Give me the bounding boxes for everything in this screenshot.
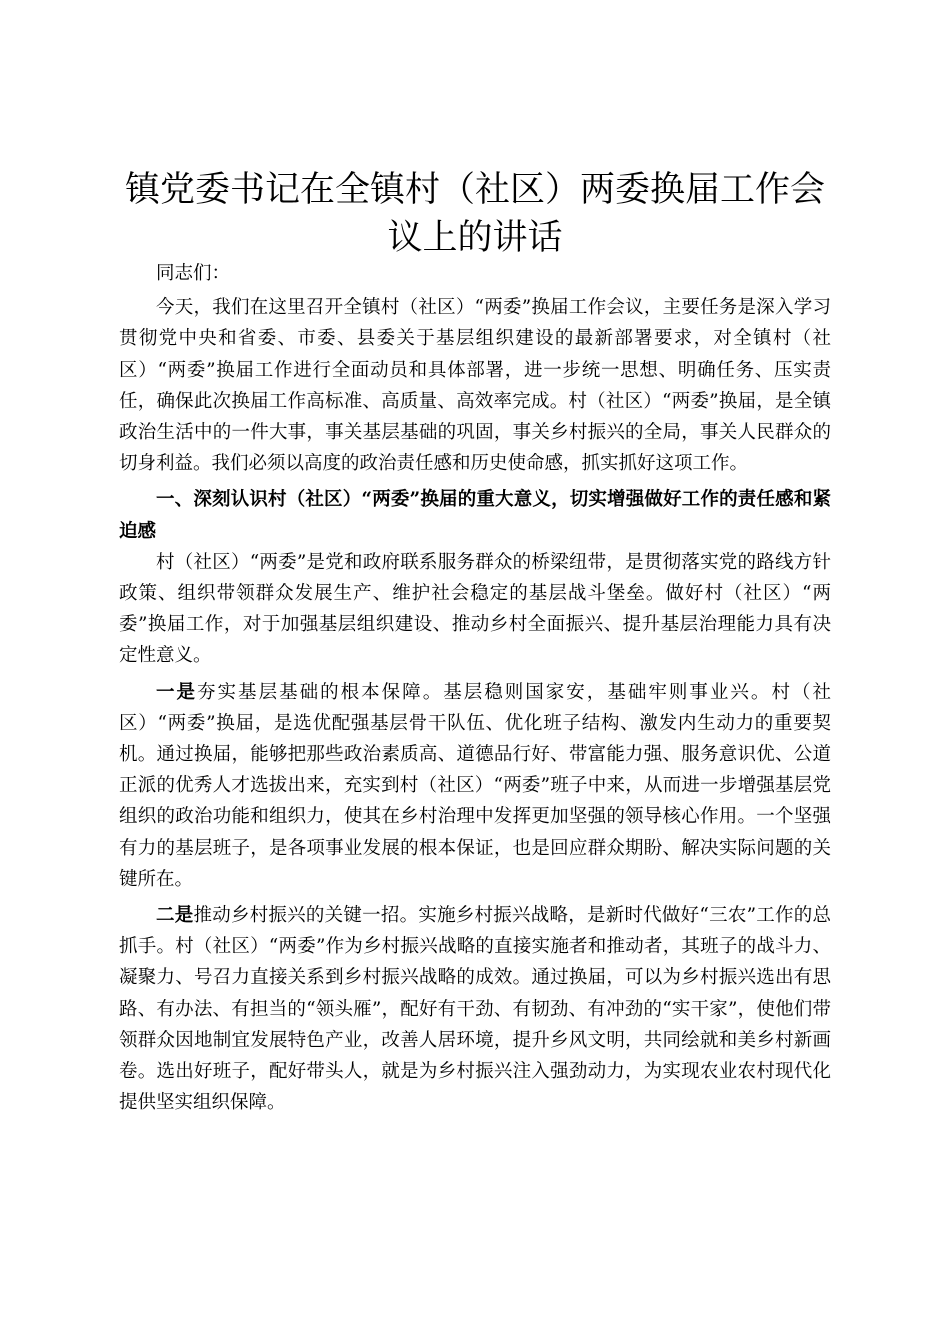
point-text-2: 推动乡村振兴的关键一招。实施乡村振兴战略，是新时代做好“三农”工作的总抓手。村（社区）“两委”作为乡村振兴战略的直接实施者和推动者，其班子的战斗力、凝聚力、号召力直接关系到乡村振兴战略的成效。通过换届，可以为乡村振兴选出有思路、有办法、有担当的“领头雁”，配好有干劲、有韧劲、有冲劲的“实干家”，使他们带领群众因地制宜发展特色产业，改善人居环境，提升乡风文明，共同绘就和美乡村新画卷。选出好班子，配好带头人，就是为乡村振兴注入强劲动力，为实现农业农村现代化提供坚实组织保障。 <box>119 905 831 1114</box>
point-lead-1: 一是 <box>156 681 198 703</box>
point-paragraph-1 <box>119 677 831 895</box>
section-heading-1: 一、深刻认识村（社区）“两委”换届的重大意义，切实增强做好工作的责任感和紧迫感 <box>119 489 831 542</box>
document-body <box>119 258 831 1123</box>
point-text-1: 夯实基层基础的根本保障。基层稳则国家安，基础牢则事业兴。村（社区）“两委”换届，是选优配强基层骨干队伍、优化班子结构、激发内生动力的重要契机。通过换届，能够把那些政治素质高、道德品行好、带富能力强、服务意识优、公道正派的优秀人才选拔出来，充实到村（社区）“两委”班子中来，从而进一步增强基层党组织的政治功能和组织力，使其在乡村治理中发挥更加坚强的领导核心作用。一个坚强有力的基层班子，是各项事业发展的根本保证，也是回应群众期盼、解决实际问题的关键所在。 <box>119 681 831 890</box>
intro-paragraph: 今天，我们在这里召开全镇村（社区）“两委”换届工作会议，主要任务是深入学习贯彻党中央和省委、市委、县委关于基层组织建设的最新部署要求，对全镇村（社区）“两委”换届工作进行全面动员和具体部署，进一步统一思想、明确任务、压实责任，确保此次换届工作高标准、高质量、高效率完成。村（社区）“两委”换届，是全镇政治生活中的一件大事，事关基层基础的巩固，事关乡村振兴的全局，事关人民群众的切身利益。我们必须以高度的政治责任感和历史使命感，抓实抓好这项工作。 <box>119 297 831 475</box>
document-title: 镇党委书记在全镇村（社区）两委换届工作会议上的讲话 <box>124 170 825 258</box>
point-lead-2: 二是 <box>156 905 194 927</box>
point-paragraph-2 <box>119 900 831 1118</box>
section-paragraph-1: 村（社区）“两委”是党和政府联系服务群众的桥梁纽带，是贯彻落实党的路线方针政策、组织带领群众发展生产、维护社会稳定的基层战斗堡垒。做好村（社区）“两委”换届工作，对于加强基层组织建设、推动乡村全面振兴、提升基层治理能力具有决定性意义。 <box>119 551 831 667</box>
greeting: 同志们： <box>156 263 231 284</box>
